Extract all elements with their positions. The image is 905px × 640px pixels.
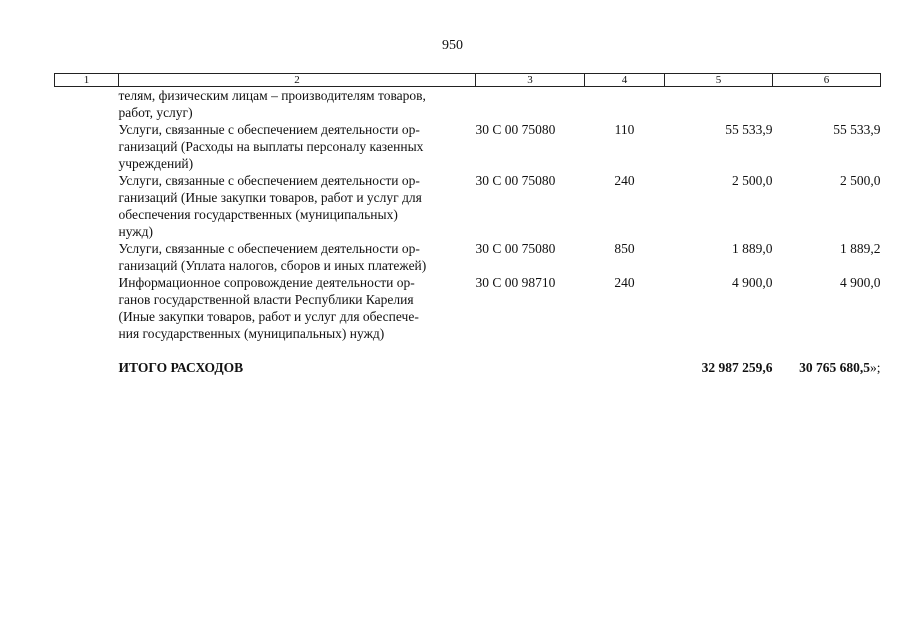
total-col6-cell xyxy=(773,359,881,376)
row-index-cell xyxy=(55,87,119,122)
expense-name-line: обеспечения государственных (муниципальных) xyxy=(118,207,398,222)
total-label: ИТОГО РАСХОДОВ xyxy=(118,360,244,375)
column-header: 3 xyxy=(476,74,585,87)
expense-type-cell xyxy=(585,87,665,122)
column-header: 6 xyxy=(773,74,881,87)
target-code-cell xyxy=(476,359,585,376)
total-col6-suffix: »; xyxy=(869,360,881,375)
expense-name-line: телям, физическим лицам – производителям товаров, xyxy=(118,88,426,103)
row-index-cell xyxy=(55,121,119,172)
row-index-cell xyxy=(55,274,119,342)
column-header: 1 xyxy=(55,74,119,87)
amount-col5-cell xyxy=(665,87,773,122)
amount-col6-cell: 2 500,0 xyxy=(840,173,881,188)
expense-name-line: ганизаций (Иные закупки товаров, работ и услуг для xyxy=(118,190,422,205)
row-index-cell xyxy=(55,172,119,240)
amount-col6-cell xyxy=(773,87,881,122)
amount-col5-cell: 1 889,0 xyxy=(732,241,773,256)
amount-col5-cell: 55 533,9 xyxy=(725,122,773,137)
table-row xyxy=(55,240,881,274)
amount-col5-cell: 2 500,0 xyxy=(732,173,773,188)
expense-name-cell xyxy=(119,172,476,240)
column-header: 4 xyxy=(585,74,665,87)
amount-col6-cell: 1 889,2 xyxy=(840,241,881,256)
target-code-cell: 30 С 00 98710 xyxy=(475,275,556,290)
expense-name-line: ганизаций (Расходы на выплаты персоналу казенных xyxy=(118,139,424,154)
target-code-cell xyxy=(476,87,585,122)
amount-col5-cell: 4 900,0 xyxy=(732,275,773,290)
expense-type-cell: 240 xyxy=(614,275,635,290)
target-code-cell: 30 С 00 75080 xyxy=(475,241,556,256)
expense-name-cell xyxy=(119,87,476,122)
table-row xyxy=(55,172,881,240)
expense-name-line: Услуги, связанные с обеспечением деятельности ор- xyxy=(118,241,420,256)
total-col5-value: 32 987 259,6 xyxy=(701,360,773,375)
table-row xyxy=(55,121,881,172)
spacer-row xyxy=(55,342,881,359)
target-code-cell: 30 С 00 75080 xyxy=(475,122,556,137)
page-number: 950 xyxy=(442,38,463,53)
expense-name-line: работ, услуг) xyxy=(118,105,193,120)
expense-name-line: Услуги, связанные с обеспечением деятельности ор- xyxy=(118,173,420,188)
row-index-cell xyxy=(55,359,119,376)
column-header: 2 xyxy=(119,74,476,87)
table-row xyxy=(55,87,881,122)
expense-name-cell xyxy=(119,274,476,342)
expense-name-line: учреждений) xyxy=(118,156,194,171)
expense-type-cell: 240 xyxy=(614,173,635,188)
amount-col6-cell: 4 900,0 xyxy=(840,275,881,290)
amount-col6-cell: 55 533,9 xyxy=(833,122,881,137)
expense-name-line: Информационное сопровождение деятельности ор- xyxy=(118,275,415,290)
target-code-cell: 30 С 00 75080 xyxy=(475,173,556,188)
expense-name-cell xyxy=(119,240,476,274)
column-number-header xyxy=(55,74,881,87)
expense-name-line: (Иные закупки товаров, работ и услуг для обеспече- xyxy=(118,309,419,324)
expense-name-cell xyxy=(119,121,476,172)
total-col6-value: 30 765 680,5 xyxy=(799,360,870,375)
expense-name-line: нужд) xyxy=(118,224,153,239)
expense-name-line: ганизаций (Уплата налогов, сборов и иных платежей) xyxy=(118,258,427,273)
table-row xyxy=(55,274,881,342)
expense-name-line: ганов государственной власти Республики Карелия xyxy=(118,292,414,307)
expense-name-line: Услуги, связанные с обеспечением деятельности ор- xyxy=(118,122,420,137)
expense-type-cell: 110 xyxy=(614,122,635,137)
budget-table xyxy=(54,73,881,376)
expense-name-line: ния государственных (муниципальных) нужд) xyxy=(118,326,385,341)
expense-type-cell: 850 xyxy=(614,241,635,256)
column-header: 5 xyxy=(665,74,773,87)
row-index-cell xyxy=(55,240,119,274)
expense-type-cell xyxy=(585,359,665,376)
total-row xyxy=(55,359,881,376)
